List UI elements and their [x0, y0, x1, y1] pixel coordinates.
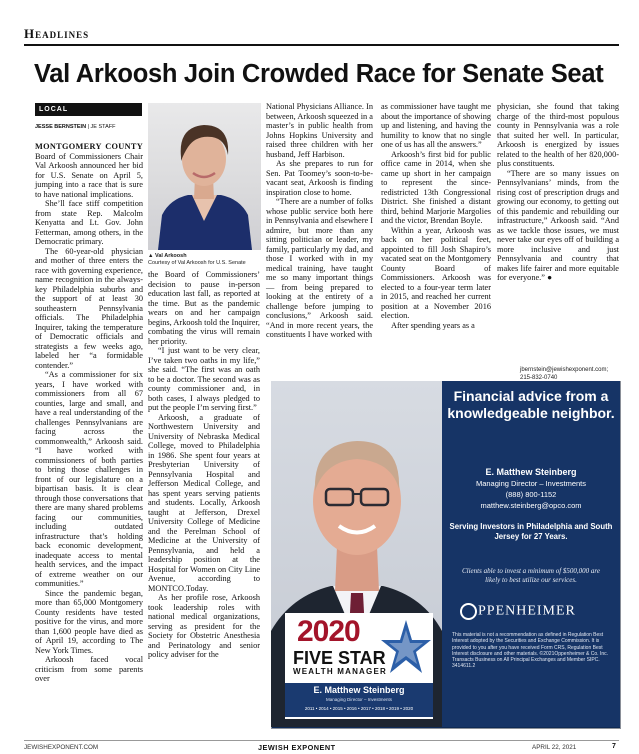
- article-column-3: [266, 102, 373, 340]
- paragraph: Arkoosh’s first bid for public office came in 2014, when she came up short in her campaign to represent the since-redistricted 13th Congressional District. She finished a distant third, behind Marjorie Margolies and the victor, Brendan Boyle.: [381, 149, 491, 225]
- paragraph: Arkoosh faced vocal criticism from some parents over: [35, 655, 143, 683]
- ad-email[interactable]: matthew.steinberg@opco.com: [480, 501, 582, 510]
- paragraph: “As a commissioner for six years, I have worked with commissioners from all 67 counties, large and small, and have a real understanding of the challenges Pennsylvanians are facing across the commonwealth,” Arkoosh said. “I have worked with commissioners of both parties to bring those challenges in front of our legislature on a bipartisan basis. It is clear through those conversations that there are many shared problems facing our communities, including outdated infrastructure that’s holding back economic development, inadequate access to mental health services, and the impact of extreme weather on our communities.”: [35, 370, 143, 588]
- paragraph: as commissioner have taught me about the importance of showing up and listening, and having the humility to know that no single one of us has all the answers.”: [381, 102, 491, 149]
- award-subtitle: WEALTH MANAGER: [293, 667, 387, 676]
- award-advisor-name: E. Matthew Steinberg: [313, 685, 405, 695]
- ad-advisor-title: Managing Director – Investments: [475, 479, 587, 488]
- paragraph: The 60-year-old physician and mother of three enters the race with governing experience, name recognition in the always-key Philadelphia suburbs and the support of at least 30 southeastern Pennsylvania officials. The Philadelphia Inquirer, taking the temperature of Democratic officials and strategists a few weeks ago, labeled her “a formidable contender.”: [35, 246, 143, 370]
- paragraph-text: Board of Commissioners Chair Val Arkoosh announced her bid for U.S. Senate on April 5, jumping into a race that is sure to have national implications.: [35, 151, 143, 199]
- ad-disclaimer: This material is not a recommendation as defined in Regulation Best Interest adopted by the Securities and Exchange Commission. It is provided to you after you have received Form CRS, Regulation Best Interest disclosure and other materials. ©2021Oppenheimer & Co. Inc. Transacts Business on All Principal Exchanges and Member SIPC. 3414611.2: [452, 632, 608, 670]
- ad-advisor-name: E. Matthew Steinberg: [485, 467, 577, 477]
- paragraph: Arkoosh, a graduate of Northwestern University and University of Nebraska Medical College, moved to Philadelphia in 1986. She spent four years at Presbyterian University of Pennsylvania Hospital and Jefferson Medical College, and has spent years serving patients and students. Locally, Arkoosh taught at Jefferson, Drexel University College of Medicine and the Perelman School of Medicine at the University of Pennsylvania, and held a leadership position at the Hospital for Women on City Line Avenue, according to MONTCO.Today.: [148, 412, 260, 593]
- paragraph: Within a year, Arkoosh was back on her political feet, appointed to fill Josh Shapiro’s vacated seat on the Montgomery County Board of Commissioners. Arkoosh was elected to a four-year term later in 2015, and reached her current position at a November 2016 election.: [381, 225, 491, 320]
- footer-publication: JEWISH EXPONENT: [258, 743, 336, 752]
- ad-text-panel: [442, 381, 620, 727]
- byline-author: JESSE BERNSTEIN: [35, 124, 87, 130]
- portrait-illustration: [148, 103, 261, 250]
- header-rule: [24, 44, 619, 46]
- article-headline: Val Arkoosh Join Crowded Race for Senate Seat: [34, 60, 604, 88]
- paragraph: “I just want to be very clear, I’ve taken two oaths in my life,” she said. “The first was an oath to be a doctor. The second was as county commissioner and, in both cases, I always pledged to put the people I’m serving first.”: [148, 346, 260, 412]
- article-column-2: [148, 270, 260, 660]
- ad-serving-statement: Serving Investors in Philadelphia and South Jersey for 27 Years.: [449, 522, 613, 541]
- paragraph: As she prepares to run for Sen. Pat Toomey’s soon-to-be-vacant seat, Arkoosh is finding inspiration close to home.: [266, 159, 373, 197]
- page-number: 7: [612, 743, 616, 750]
- footer-date: APRIL 22, 2021: [532, 744, 577, 751]
- paragraph: National Physicians Alliance. In between, Arkoosh squeezed in a master’s in public health from Johns Hopkins University and raised three children with her husband, Jeff Harbison.: [266, 102, 373, 159]
- section-heading: Headlines: [24, 26, 90, 41]
- byline: [35, 124, 145, 130]
- byline-staff: | JE STAFF: [86, 124, 116, 130]
- award-title: FIVE STAR: [293, 648, 386, 668]
- star-icon: [380, 618, 432, 678]
- paragraph: She’ll face stiff competition from state Rep. Malcolm Kenyatta and Lt. Gov. John Fetterman, among others, in the Democratic primary.: [35, 199, 143, 246]
- paragraph: As her profile rose, Arkoosh took leadership roles with national medical organizations, serving as president for the Society for Obstetric Anesthesia and Perinatology and senior policy adviser for the: [148, 593, 260, 659]
- logo-text: PPENHEIMER: [478, 603, 576, 619]
- award-year: 2020: [297, 615, 360, 648]
- ad-headline: Financial advice from a knowledgeable neighbor.: [447, 388, 615, 421]
- logo-o-icon: [460, 603, 477, 620]
- author-contact: [520, 367, 620, 382]
- award-advisor-role: Managing Director – Investments: [325, 697, 393, 702]
- section-label: LOCAL: [35, 103, 142, 116]
- author-phone: 215-832-0740: [520, 374, 558, 381]
- caption-credit: Courtesy of Val Arkoosh for U.S. Senate: [148, 259, 246, 266]
- ad-minimum-note: Clients able to invest a minimum of $500,000 are likely to best utilize our services.: [462, 567, 600, 584]
- article-column-5: [497, 102, 619, 283]
- paragraph: physician, she found that taking charge of the third-most populous county in Pennsylvania was a role that suited her well. In particular, Arkoosh is energized by issues related to the health of her 820,000-plus constituents.: [497, 102, 619, 168]
- caption-title: ▲ Val Arkoosh: [148, 253, 187, 259]
- ad-phone[interactable]: (888) 800-1152: [505, 490, 557, 499]
- dateline: MONTGOMERY COUNTY: [35, 142, 143, 151]
- article-column-4: [381, 102, 491, 330]
- paragraph: the Board of Commissioners’ decision to pause in-person education last fall, as reported at the time. But as the pandemic wears on and her campaign begins, Arkoosh told the Inquirer, combating the virus will remain her priority.: [148, 270, 260, 346]
- paragraph: “There are so many issues on Pennsylvanians’ minds, from the rising cost of prescription drugs and growing our economy, to getting out of this pandemic and rebuilding our infrastructure,” Arkoosh said. “And as we tackle those issues, we must never take our eyes off of building a more inclusive and just Pennsylvania and country that makes life fairer and more equitable for everyone.” ●: [497, 168, 619, 282]
- paragraph: “There are a number of folks whose public service both here in Pennsylvania and elsewhere I admire, but more than any sitting politician or leader, my family, particularly my dad, and those I worked with in my medical training, have taught me so many important things — from being prepared to looking at the entirety of a challenge before jumping to conclusions,” Arkoosh said. “And in more recent years, the constituents I have worked with: [266, 197, 373, 339]
- footer-website[interactable]: JEWISHEXPONENT.COM: [24, 744, 99, 751]
- award-years: 2011 • 2014 • 2015 • 2016 • 2017 • 2018 • 2019 • 2020: [304, 706, 414, 711]
- footer-rule: [24, 740, 619, 741]
- author-email[interactable]: jbernstein@jewishexponent.com;: [520, 367, 609, 373]
- paragraph: Since the pandemic began, more than 65,000 Montgomery County residents have tested positive for the virus, and more than 1,600 people have died as of April 19, according to The New York Times.: [35, 588, 143, 655]
- oppenheimer-logo: [460, 603, 610, 620]
- paragraph: [35, 142, 143, 199]
- photo-caption: [148, 253, 266, 266]
- paragraph: After spending years as a: [391, 320, 475, 330]
- article-column-1: [35, 142, 143, 684]
- candidate-photo: [148, 103, 261, 250]
